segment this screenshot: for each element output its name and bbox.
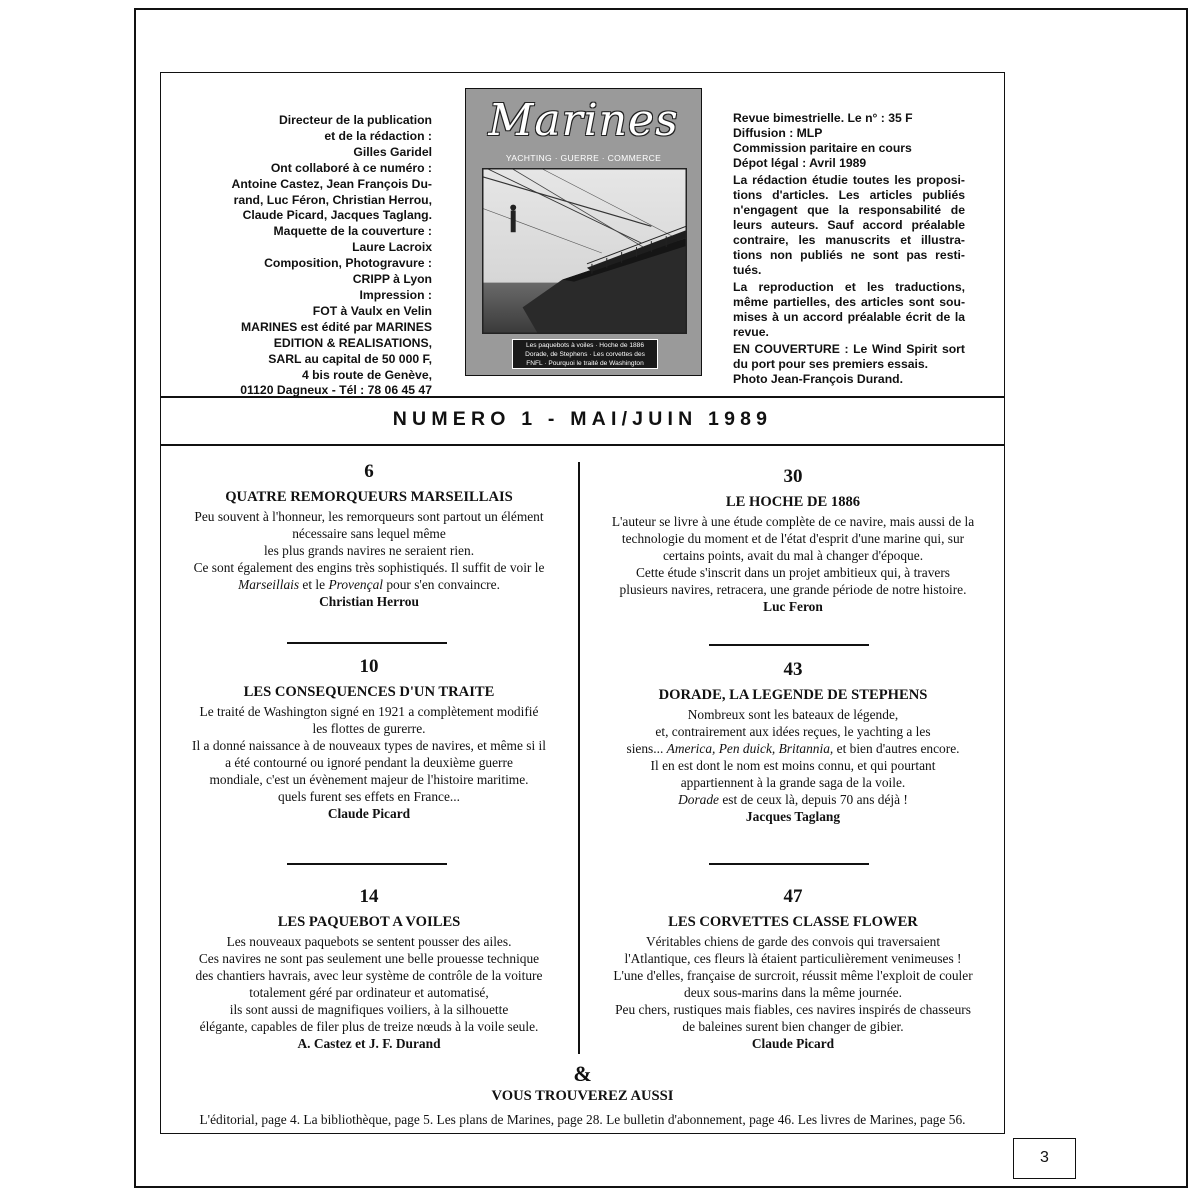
article-text-line: technologie du moment et de l'état d'esprit d'une marine qui, sur [621, 531, 965, 546]
article-14 [160, 886, 578, 1052]
credit-line: Claude Picard, Jacques Taglang. [242, 208, 432, 223]
credit-line: 4 bis route de Genève, [301, 367, 432, 382]
credit-line: MARINES est édité par MARINES [241, 319, 432, 334]
article-text-line: plusieurs navires, retracera, une grande période de notre histoire. [619, 582, 967, 597]
article-page-number: 10 [359, 656, 379, 677]
article-author: Jacques Taglang [745, 809, 841, 824]
credit-line: Revue bimestrielle. Le n° : 35 F [733, 111, 913, 125]
article-30 [582, 466, 1004, 615]
article-text-line: Il en est dont le nom est moins connu, et qui pourtant [650, 758, 936, 773]
article-text-line: L'une d'elles, française de surcroit, réussit même l'exploit de couler [613, 968, 973, 983]
article-author: A. Castez et J. F. Durand [297, 1036, 441, 1051]
article-page-number: 30 [783, 466, 803, 487]
article-text-line: élégante, capables de filer plus de treize nœuds à la voile seule. [199, 1019, 539, 1034]
article-text-line: totalement géré par ordinateur et automatisé, [249, 985, 489, 1000]
ship-photo [482, 168, 687, 334]
cover-caption-line: Les paquebots à voiles · Hoche de 1886 [525, 342, 645, 349]
ampersand: & [573, 1061, 592, 1086]
yacht-names: America, Pen duick, Britannia, [666, 741, 834, 756]
article-title: LES CONSEQUENCES D'UN TRAITE [243, 684, 495, 700]
article-page-number: 43 [783, 659, 803, 680]
credit-line: et de la rédaction : [324, 128, 432, 143]
article-text-line: appartiennent à la grande saga de la voile. [680, 775, 906, 790]
credits-left [188, 113, 432, 399]
editorial-policy: La rédaction étudie toutes les proposi-tions d'articles. Les articles publiés n'engagent que la responsabilité de leurs auteurs. Sauf accord préalable contraire, les manuscrits et illustra-tions non publiés ne sont pas resti-tués. [733, 173, 965, 277]
article-text-line: certains points, avait du mal à changer d'époque. [662, 548, 924, 563]
reproduction-notice: La reproduction et les traductions, même partielles, des articles sont sou-mises à un accord préalable écrit de la revue. [733, 280, 965, 339]
article-separator [287, 642, 447, 644]
article-text-line: L'auteur se livre à une étude complète de ce navire, mais aussi de la [611, 514, 975, 529]
article-text-line: Ces navires ne sont pas seulement une belle prouesse technique [198, 951, 540, 966]
article-text-line [582, 791, 1004, 808]
cover-credit: EN COUVERTURE : Le Wind Spirit sort du port pour ses premiers essais. [733, 342, 965, 371]
credit-line: Directeur de la publication [278, 113, 432, 127]
cover-caption [512, 339, 658, 369]
article-text-line: Cette étude s'inscrit dans un projet ambitieux qui, à travers [635, 565, 951, 580]
article-title: DORADE, LA LEGENDE DE STEPHENS [658, 687, 928, 703]
article-separator [709, 863, 869, 865]
credit-line: SARL au capital de 50 000 F, [268, 351, 432, 366]
text-segment: et bien d'autres encore. [833, 741, 960, 756]
article-text-line: et, contrairement aux idées reçues, le yachting a les [655, 724, 931, 739]
article-text-line: l'Atlantique, ces fleurs là étaient particulièrement venimeuses ! [624, 951, 962, 966]
article-text-line: Nombreux sont les bateaux de légende, [687, 707, 899, 722]
article-text-line [160, 576, 578, 593]
also-list: L'éditorial, page 4. La bibliothèque, page 5. Les plans de Marines, page 28. Le bulletin d'abonnement, page 46. Les livres de Marines, page 56. [199, 1112, 966, 1127]
article-author: Luc Feron [763, 599, 823, 614]
article-10 [160, 656, 578, 822]
cover-caption-line: Dorade, de Stephens · Les corvettes des [525, 351, 645, 358]
article-text-line: nécessaire sans lequel même [292, 526, 446, 541]
text-segment: pour s'en convaincre. [382, 577, 500, 592]
article-43 [582, 659, 1004, 825]
article-author: Claude Picard [751, 1036, 835, 1051]
article-text-line: quels furent ses effets en France... [278, 789, 460, 804]
cover-image [465, 88, 702, 376]
article-title: LES CORVETTES CLASSE FLOWER [668, 914, 918, 930]
credit-line: Impression : [359, 287, 432, 302]
article-text-line: ils sont aussi de magnifiques voiliers, à la silhouette [229, 1002, 509, 1017]
article-text-line: mondiale, c'est un évènement majeur de l'histoire maritime. [209, 772, 529, 787]
credit-line: Commission paritaire en cours [733, 141, 912, 155]
article-text-line: les plus grands navires ne seraient rien. [263, 543, 475, 558]
article-text-line: Les nouveaux paquebots se sentent pousser des ailes. [226, 934, 512, 949]
article-text-line: deux sous-marins dans la même journée. [684, 985, 902, 1000]
credits-right [733, 111, 965, 387]
credit-line: Laure Lacroix [352, 240, 432, 255]
yacht-name: Dorade [678, 792, 719, 807]
article-text-line: de baleines surent bien changer de gibier. [682, 1019, 904, 1034]
text-segment: et le [299, 577, 329, 592]
article-author: Claude Picard [327, 806, 411, 821]
photo-credit: Photo Jean-François Durand. [733, 372, 903, 386]
article-page-number: 14 [359, 886, 379, 907]
article-text-line: Véritables chiens de garde des convois qui traversaient [645, 934, 941, 949]
article-text-line: Il a donné naissance à de nouveaux types de navires, et même si il [192, 738, 546, 753]
article-text-line: a été contourné ou ignoré pendant la deuxième guerre [225, 755, 513, 770]
credit-line: rand, Luc Féron, Christian Herrou, [233, 192, 432, 207]
article-47 [582, 886, 1004, 1052]
credit-line: CRIPP à Lyon [352, 272, 432, 287]
cover-caption-line: FNFL · Pourquoi le traité de Washington [526, 360, 644, 367]
cover-subtitle: YACHTING · GUERRE · COMMERCE [505, 153, 662, 163]
ship-name: Marseillais [238, 577, 300, 592]
credit-line: Antoine Castez, Jean François Du- [231, 176, 432, 191]
article-6 [160, 461, 578, 610]
page-number: 3 [1013, 1138, 1076, 1179]
article-title: LES PAQUEBOT A VOILES [277, 914, 461, 930]
credit-line: Diffusion : MLP [733, 126, 823, 140]
article-text-line: les flottes de gurerre. [312, 721, 426, 736]
ship-name: Provençal [328, 577, 383, 592]
article-page-number: 6 [364, 461, 374, 482]
credit-line: Ont collaboré à ce numéro : [270, 160, 432, 175]
article-separator [709, 644, 869, 646]
credit-line: Dépot légal : Avril 1989 [733, 156, 867, 170]
credit-line: 01120 Dagneux - Tél : 78 06 45 47 [240, 383, 432, 398]
column-divider [578, 462, 580, 1054]
article-title: QUATRE REMORQUEURS MARSEILLAIS [225, 489, 513, 505]
article-text-line: Ce sont également des engins très sophistiqués. Il suffit de voir le [193, 560, 545, 575]
cover-logo: Marines [488, 95, 679, 146]
credit-line: FOT à Vaulx en Velin [312, 303, 432, 318]
credit-line: Gilles Garidel [353, 144, 432, 159]
issue-title: NUMERO 1 - MAI/JUIN 1989 [392, 408, 773, 430]
article-text-line: Peu souvent à l'honneur, les remorqueurs sont partout un élément [194, 509, 544, 524]
also-title: VOUS TROUVEREZ AUSSI [491, 1088, 674, 1104]
article-title: LE HOCHE DE 1886 [725, 494, 861, 510]
credit-line: EDITION & REALISATIONS, [273, 335, 432, 350]
text-segment: siens... [626, 741, 667, 756]
article-author: Christian Herrou [319, 594, 419, 609]
article-text-line: Peu chers, rustiques mais fiables, ces navires inspirés de chasseurs [615, 1002, 971, 1017]
article-page-number: 47 [783, 886, 803, 907]
text-segment: est de ceux là, depuis 70 ans déjà ! [719, 792, 908, 807]
article-text-line [582, 740, 1004, 757]
title-divider [160, 444, 1005, 446]
credit-line: Composition, Photogravure : [264, 256, 432, 271]
article-text-line: Le traité de Washington signé en 1921 a complètement modifié [199, 704, 539, 719]
article-separator [287, 863, 447, 865]
article-text-line: des chantiers havrais, avec leur système de contrôle de la voiture [195, 968, 543, 983]
credit-line: Maquette de la couverture : [273, 224, 432, 239]
